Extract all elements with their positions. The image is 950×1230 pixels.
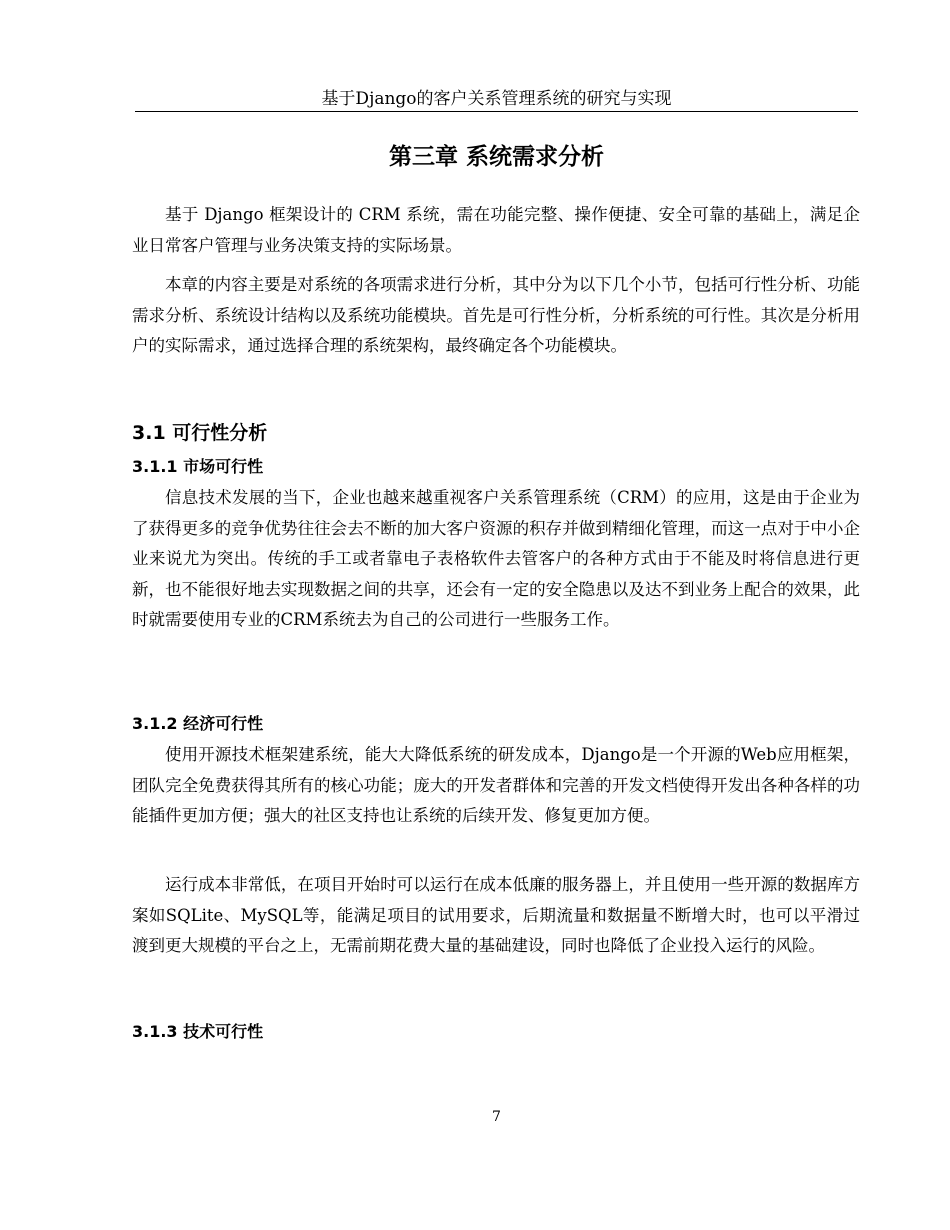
- page-number: 7: [492, 1109, 501, 1125]
- chapter-title: 第三章 系统需求分析: [388, 144, 604, 170]
- running-header: 基于Django的客户关系管理系统的研究与实现: [321, 89, 672, 109]
- intro-paragraph-1: 基于 Django 框架设计的 CRM 系统，需在功能完整、操作便捷、安全可靠的基础上，满足企业日常客户管理与业务决策支持的实际场景。: [132, 205, 860, 255]
- section-heading-3-1: 3.1 可行性分析: [132, 422, 268, 444]
- subsection-heading-3-1-3: 3.1.3 技术可行性: [132, 1022, 264, 1041]
- subsection-heading-3-1-1: 3.1.1 市场可行性: [132, 457, 264, 476]
- subsection-heading-3-1-2: 3.1.2 经济可行性: [132, 714, 264, 733]
- market-paragraph-1: 信息技术发展的当下，企业也越来越重视客户关系管理系统（CRM）的应用，这是由于企业为了获得更多的竞争优势往往会去不断的加大客户资源的积存并做到精细化管理，而这一点对于中小企业来说尤为突出。传统的手工或者靠电子表格软件去管客户的各种方式由于不能及时将信息进行更新，也不能很好地去实现数据之间的共享，还会有一定的安全隐患以及达不到业务上配合的效果，此时就需要使用专业的CRM系统去为自己的公司进行一些服务工作。: [132, 488, 860, 629]
- economic-paragraph-2: 运行成本非常低，在项目开始时可以运行在成本低廉的服务器上，并且使用一些开源的数据库方案如SQLite、MySQL等，能满足项目的试用要求，后期流量和数据量不断增大时，也可以平滑过渡到更大规模的平台之上，无需前期花费大量的基础建设，同时也降低了企业投入运行的风险。: [132, 875, 860, 955]
- economic-paragraph-1: 使用开源技术框架建系统，能大大降低系统的研发成本，Django是一个开源的Web应用框架，团队完全免费获得其所有的核心功能；庞大的开发者群体和完善的开发文档使得开发出各种各样的功能插件更加方便；强大的社区支持也让系统的后续开发、修复更加方便。: [132, 745, 860, 825]
- header-divider: [135, 111, 858, 112]
- intro-paragraph-2: 本章的内容主要是对系统的各项需求进行分析，其中分为以下几个小节，包括可行性分析、功能需求分析、系统设计结构以及系统功能模块。首先是可行性分析，分析系统的可行性。其次是分析用户的实际需求，通过选择合理的系统架构，最终确定各个功能模块。: [132, 275, 860, 355]
